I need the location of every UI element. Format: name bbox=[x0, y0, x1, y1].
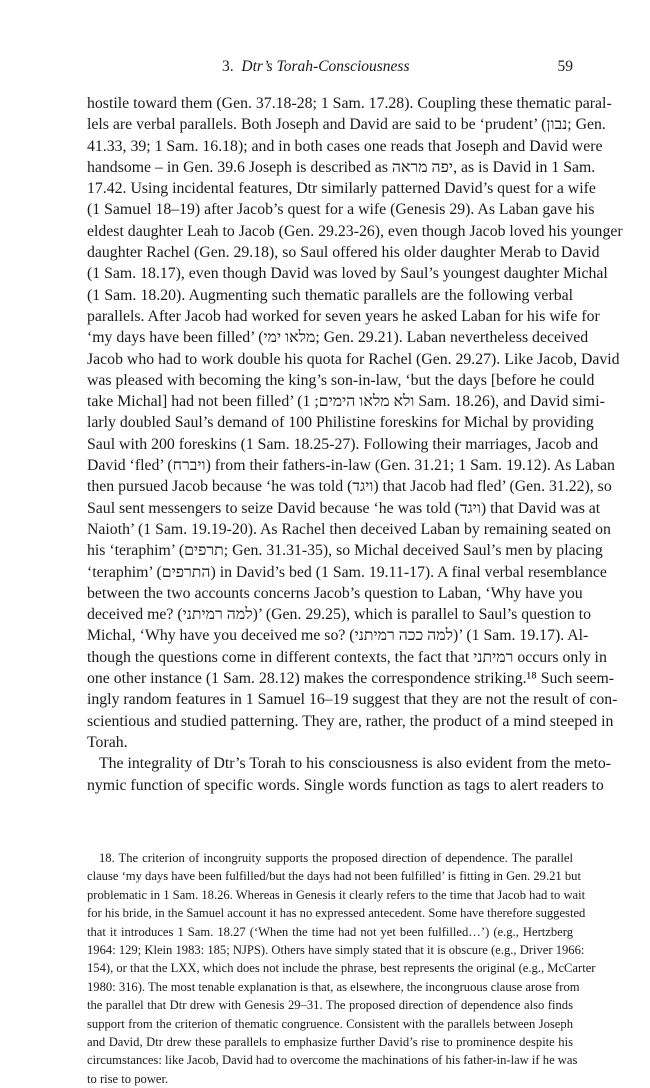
footnotes bbox=[87, 849, 596, 1088]
text-line: ‘teraphim’ (התרפים) in David’s bed (1 Sam. 19.11-17). A final verbal resemblance bbox=[87, 563, 607, 581]
text-line: 41.33, 39; 1 Sam. 16.18); and in both cases one reads that Joseph and David were bbox=[87, 137, 603, 155]
text-line: (1 Sam. 18.20). Augmenting such thematic parallels are the following verbal bbox=[87, 286, 573, 304]
text-line: deceived me? (למה רמיתני)’ (Gen. 29.25), which is parallel to Saul’s question to bbox=[87, 606, 591, 624]
chapter-number: 3. bbox=[222, 58, 234, 75]
text-line: handsome – in Gen. 39.6 Joseph is described as יפה מראה, as is David in 1 Sam. bbox=[87, 158, 596, 176]
text-line: lels are verbal parallels. Both Joseph and David are said to be ‘prudent’ (נבון; Gen. bbox=[87, 116, 606, 134]
text-line: Naioth’ (1 Sam. 19.19-20). As Rachel then deceived Laban by remaining seated on bbox=[87, 520, 611, 538]
text-line: Michal, ‘Why have you deceived me so? (למה ככה רמיתני)’ (1 Sam. 19.17). Al- bbox=[87, 627, 589, 645]
text-line: 17.42. Using incidental features, Dtr similarly patterned David’s quest for a wife bbox=[87, 180, 596, 198]
text-line: ingly random features in 1 Samuel 16–19 suggest that they are not the result of con- bbox=[87, 691, 618, 709]
footnote-18-line: 18. The criterion of incongruity supports the proposed direction of dependence. The parallel bbox=[99, 851, 573, 865]
footnote-line: 154), or that the LXX, which does not include the phrase, best represents the original (e.g., McCarter bbox=[87, 961, 596, 976]
footnote-line: for his bride, in the Samuel account it has no expressed antecedent. Some have therefore suggested bbox=[87, 906, 586, 921]
text-line: scientious and studied patterning. They are, rather, the product of a mind steeped in bbox=[87, 712, 614, 730]
text-line: one other instance (1 Sam. 28.12) makes the correspondence striking.¹⁸ Such seem- bbox=[87, 670, 615, 688]
text-line: (1 Sam. 18.17), even though David was loved by Saul’s youngest daughter Michal bbox=[87, 265, 608, 283]
text-line: ‘my days have been filled’ (מלאו ימי; Gen. 29.21). Laban nevertheless deceived bbox=[87, 329, 589, 347]
footnote-line: 1980: 316). The most tenable explanation is that, as elsewhere, the incongruous clause arose from bbox=[87, 979, 580, 994]
text-line: take Michal] had not been filled’ (ולא מלאו הימים; 1 Sam. 18.26), and David simi- bbox=[87, 393, 605, 411]
text-line: David ‘fled’ (ויברח) from their fathers-in-law (Gen. 31.21; 1 Sam. 19.12). As Laban bbox=[87, 457, 615, 475]
footnote-line: problematic in 1 Sam. 18.26. Whereas in Genesis it clearly refers to the time that Jacob had to wait bbox=[87, 887, 586, 902]
text-line: parallels. After Jacob had worked for seven years he asked Laban for his wife for bbox=[87, 307, 600, 325]
text-line: larly doubled Saul’s demand of 100 Philistine foreskins for Michal by providing bbox=[87, 414, 594, 432]
text-line: his ‘teraphim’ (תרפים; Gen. 31.31-35), so Michal deceived Saul’s men by placing bbox=[87, 542, 603, 560]
text-line: Saul sent messengers to seize David because ‘he was told (ויגד) that David was at bbox=[87, 499, 601, 517]
text-line: (1 Samuel 18–19) after Jacob’s quest for a wife (Genesis 29). As Laban gave his bbox=[87, 201, 595, 219]
footnote-line: 1964: 129; Klein 1983: 185; NJPS). Others have simply stated that it is obscure (e.g., Driver 1966: bbox=[87, 942, 585, 957]
running-head bbox=[87, 58, 573, 78]
page-number: 59 bbox=[557, 58, 573, 75]
body-text bbox=[87, 93, 623, 796]
footnote-line: and David, Dtr drew these parallels to emphasize further David’s rise to prominence despite his bbox=[87, 1034, 573, 1049]
text-line: Jacob who had to work double his quota for Rachel (Gen. 29.27). Like Jacob, David bbox=[87, 350, 620, 368]
text-line: Saul with 200 foreskins (1 Sam. 18.25-27). Following their marriages, Jacob and bbox=[87, 435, 599, 453]
text-line: nymic function of specific words. Single words function as tags to alert readers to bbox=[87, 776, 604, 794]
paragraph-first-line: The integrality of Dtr’s Torah to his consciousness is also evident from the meto- bbox=[99, 755, 612, 773]
text-line: between the two accounts concerns Jacob’s question to Laban, ‘Why have you bbox=[87, 584, 583, 602]
text-line: though the questions come in different contexts, the fact that רמיתני occurs only in bbox=[87, 648, 607, 666]
footnote-line: to rise to power. bbox=[87, 1071, 169, 1086]
footnote-line: circumstances: like Jacob, David had to overcome the machinations of his father-in-law if he was bbox=[87, 1053, 578, 1068]
footnote-line: clause ‘my days have been fulfilled/but the days had not been fulfilled’ is fitting in Gen. 29.21 but bbox=[87, 869, 581, 884]
text-line: hostile toward them (Gen. 37.18-28; 1 Sam. 17.28). Coupling these thematic paral- bbox=[87, 95, 612, 112]
text-line: was pleased with becoming the king’s son-in-law, ‘but the days [before he could bbox=[87, 371, 595, 389]
footnote-line: support from the criterion of thematic congruence. Consistent with the parallels between Joseph bbox=[87, 1016, 573, 1031]
text-line: Torah. bbox=[87, 733, 128, 751]
text-line: eldest daughter Leah to Jacob (Gen. 29.23-26), even though Jacob loved his younger bbox=[87, 222, 623, 240]
running-head-title bbox=[222, 58, 409, 76]
text-line: then pursued Jacob because ‘he was told (ויגד) that Jacob had fled’ (Gen. 31.22), so bbox=[87, 478, 612, 496]
footnote-line: the parallel that Dtr drew with Genesis 29–31. The proposed direction of dependence also finds bbox=[87, 998, 573, 1013]
chapter-title: Dtr’s Torah-Consciousness bbox=[241, 58, 410, 75]
text-line: daughter Rachel (Gen. 29.18), so Saul offered his older daughter Merab to David bbox=[87, 244, 600, 262]
footnote-line: that it introduces 1 Sam. 18.27 (‘When the time had not yet been fulfilled…’) (e.g., Hertzberg bbox=[87, 924, 573, 939]
